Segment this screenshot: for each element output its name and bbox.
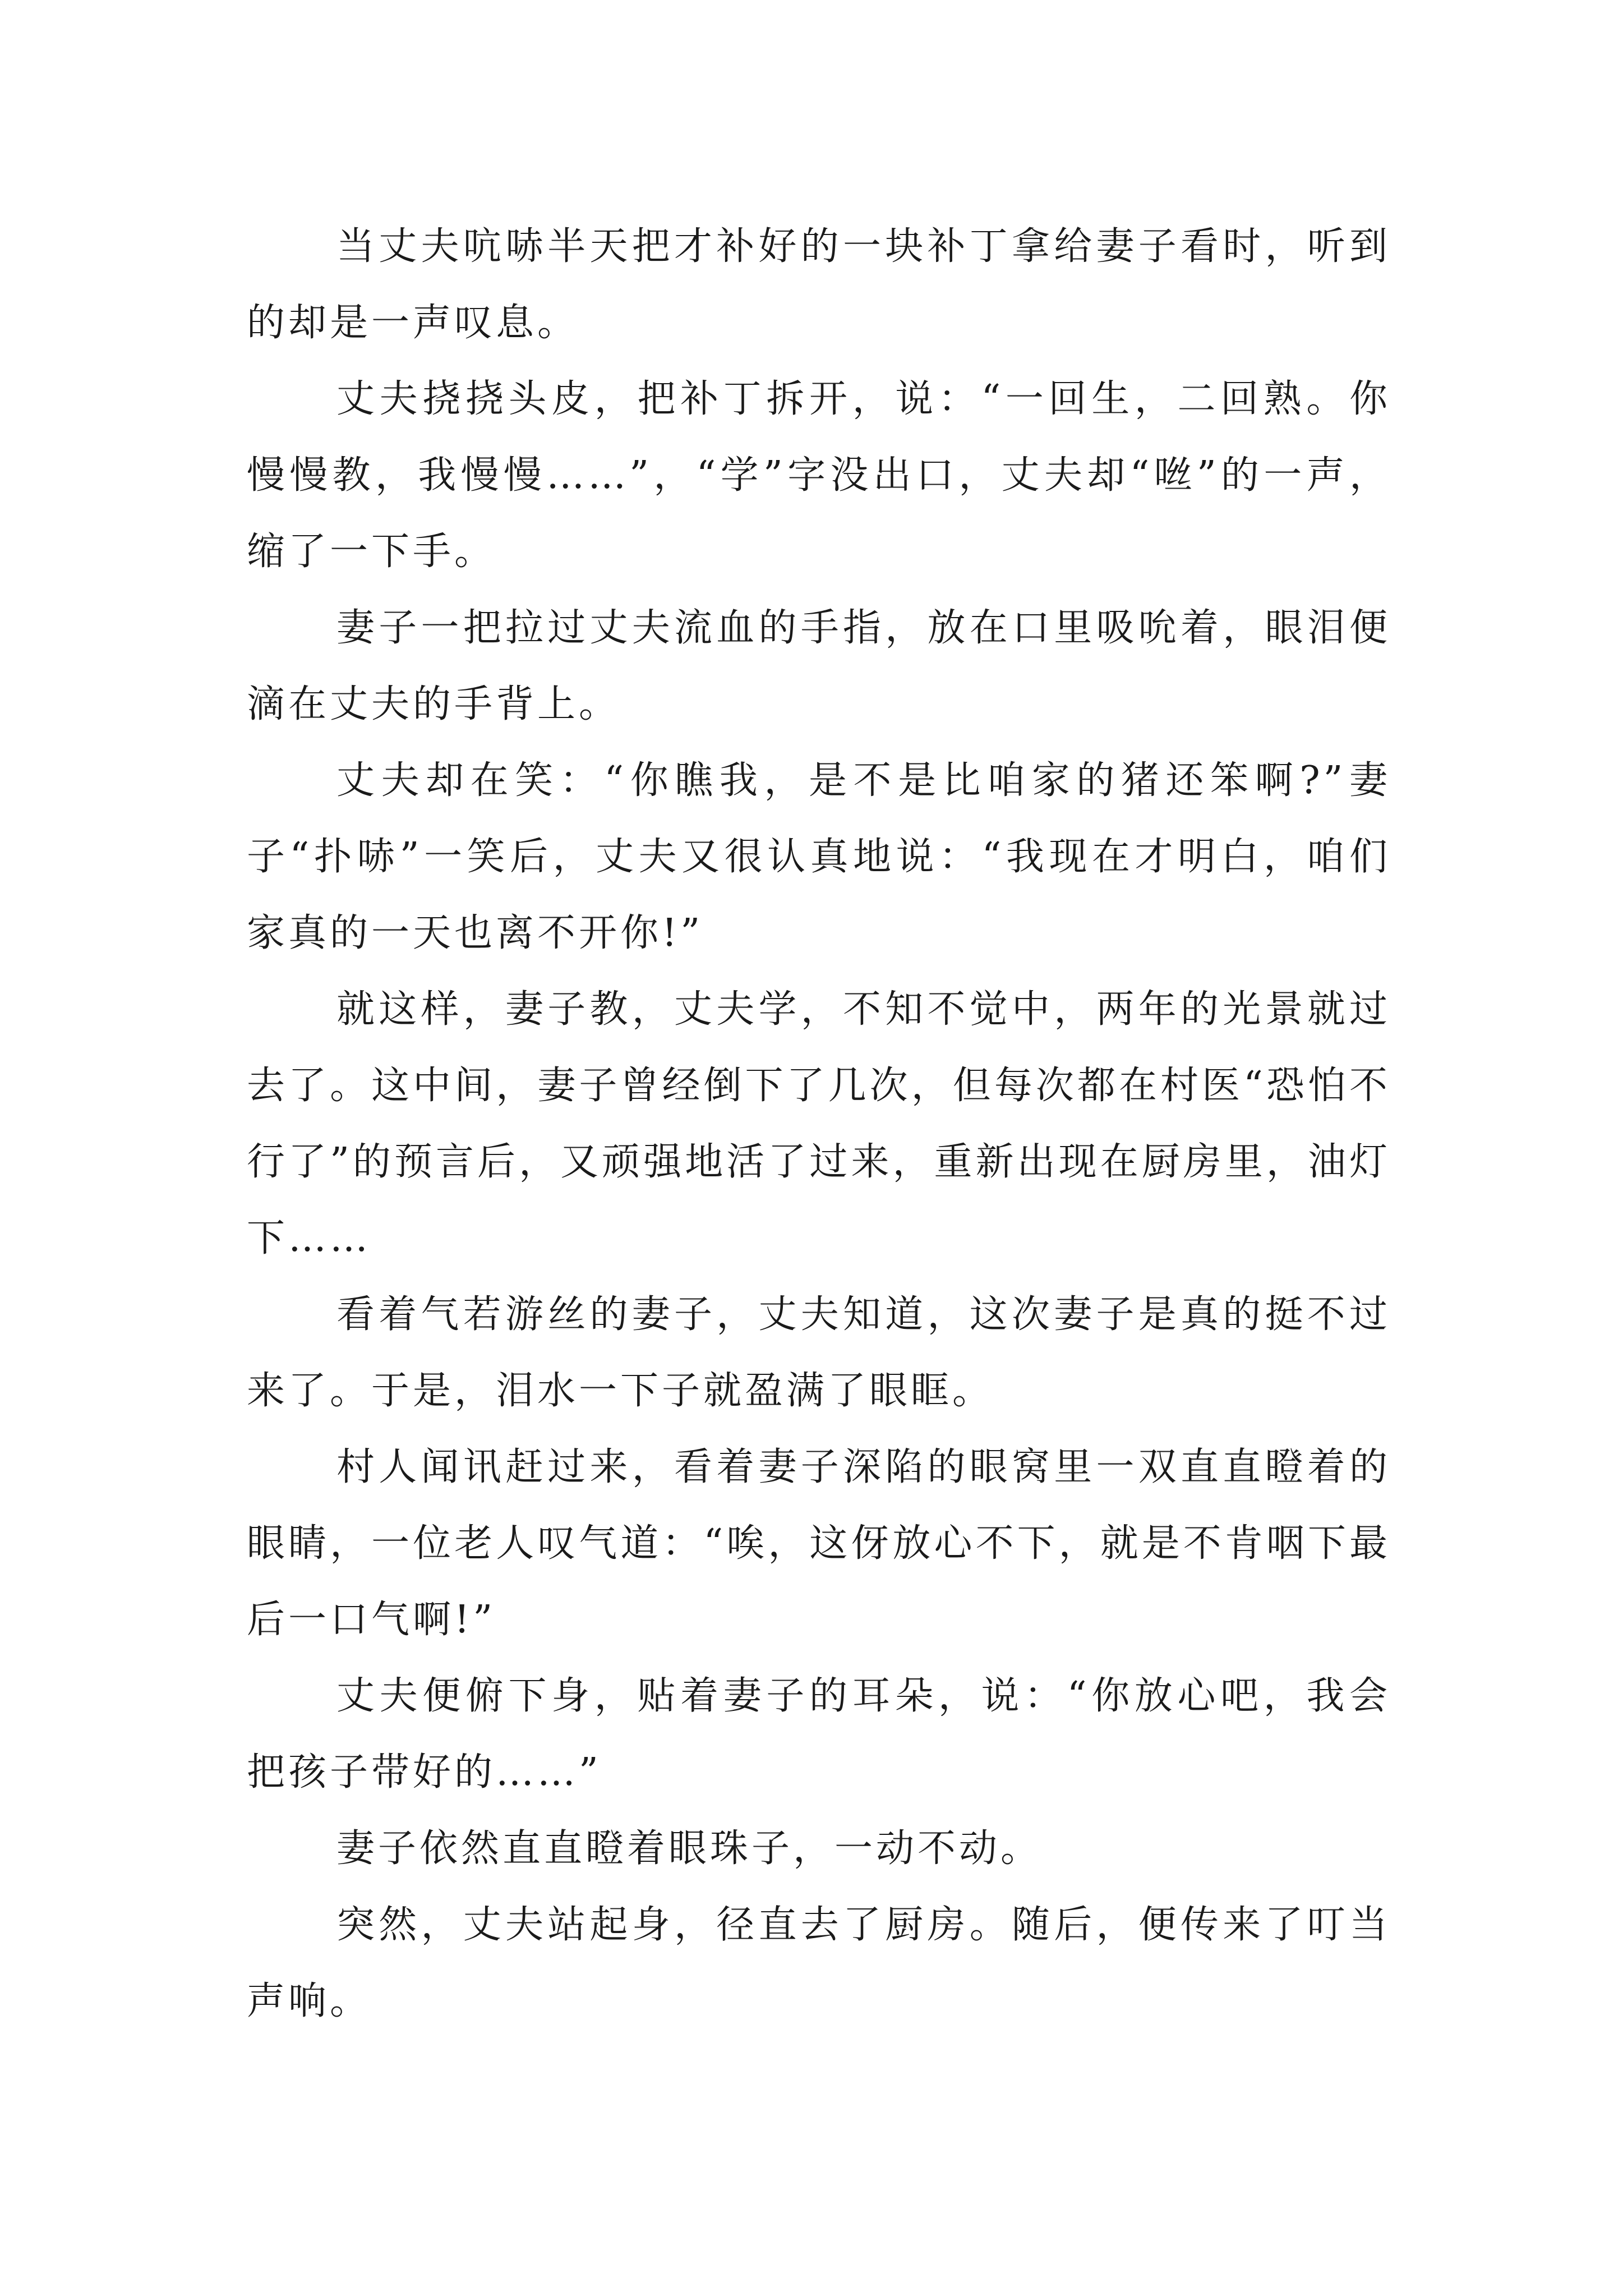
paragraph: 丈夫挠挠头皮，把补丁拆开，说：“一回生，二回熟。你慢慢教，我慢慢……”，“学”字没出口，丈夫却“咝”的一声，缩了一下手。 [247,377,1391,574]
paragraph: 就这样，妻子教，丈夫学，不知不觉中，两年的光景就过去了。这中间，妻子曾经倒下了几次，但每次都在村医“恐怕不行了”的预言后，又顽强地活了过来，重新出现在厨房里，油灯下…… [247,987,1391,1260]
paragraph: 突然，丈夫站起身，径直去了厨房。随后，便传来了叮当声响。 [247,1903,1391,2023]
paragraph: 妻子依然直直瞪着眼珠子，一动不动。 [336,1826,1043,1871]
document-body [247,209,1391,2040]
paragraph: 看着气若游丝的妻子，丈夫知道，这次妻子是真的挺不过来了。于是，泪水一下子就盈满了眼眶。 [247,1292,1391,1413]
paragraph: 丈夫便俯下身，贴着妻子的耳朵，说：“你放心吧，我会把孩子带好的……” [247,1674,1391,1795]
paragraph: 当丈夫吭哧半天把才补好的一块补丁拿给妻子看时，听到的却是一声叹息。 [247,224,1391,345]
paragraph: 村人闻讯赶过来，看着妻子深陷的眼窝里一双直直瞪着的眼睛，一位老人叹气道：“唉，这伢放心不下，就是不肯咽下最后一口气啊!” [247,1445,1391,1642]
paragraph: 丈夫却在笑：“你瞧我，是不是比咱家的猪还笨啊?”妻子“扑哧”一笑后，丈夫又很认真地说：“我现在才明白，咱们家真的一天也离不开你!” [247,758,1391,955]
paragraph: 妻子一把拉过丈夫流血的手指，放在口里吸吮着，眼泪便滴在丈夫的手背上。 [247,606,1391,726]
